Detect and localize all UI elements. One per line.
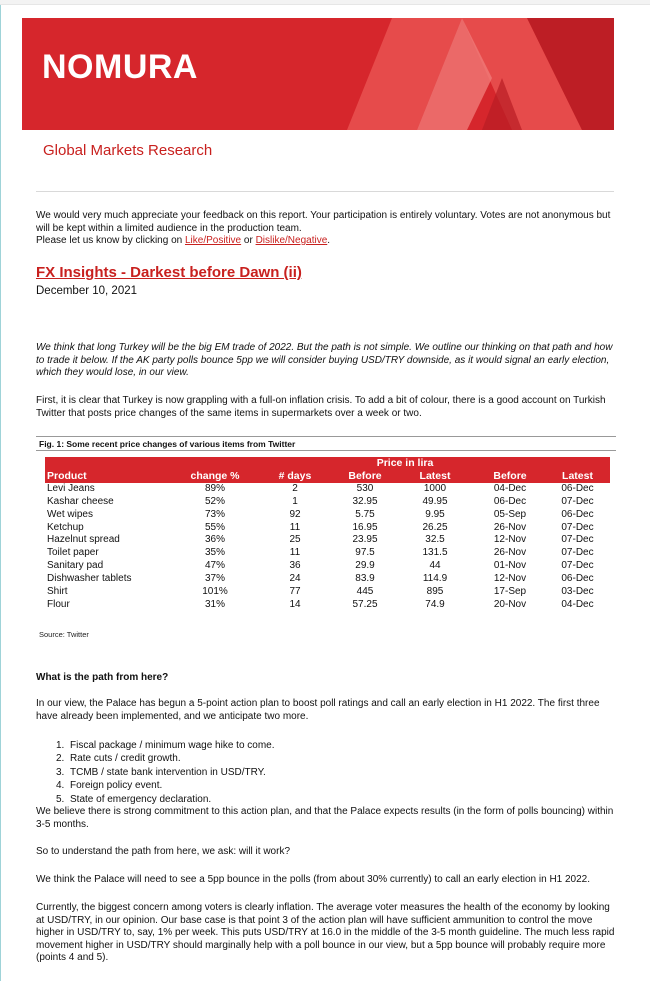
table-cell: 74.9	[425, 598, 445, 610]
feedback-text: We would very much appreciate your feedback on this report. Your participation is entirely voluntary. Votes are not anonymous but will be kept within a limited audience in the production team.	[36, 210, 611, 234]
table-cell: 04-Dec	[493, 482, 527, 494]
col-header-price-latest: Latest	[395, 470, 475, 483]
table-cell: 32.5	[425, 534, 445, 546]
table-cell: 07-Dec	[561, 495, 594, 507]
table-row	[45, 522, 610, 535]
table-cell: Ketchup	[47, 521, 84, 533]
col-header-date-latest: Latest	[545, 470, 610, 483]
table-cell: Flour	[47, 598, 70, 610]
table-cell: 06-Dec	[561, 508, 594, 520]
table-row	[45, 599, 610, 612]
table-group-header-row	[45, 457, 610, 470]
table-cell: 11	[289, 521, 301, 533]
list-item: 2. Rate cuts / credit growth.	[56, 753, 181, 765]
list-item: 1. Fiscal package / minimum wage hike to come.	[56, 740, 275, 751]
table-cell: 31%	[204, 598, 225, 610]
table-cell: 26-Nov	[493, 547, 527, 559]
table-cell: 25	[289, 534, 301, 546]
col-header-date-before: Before	[475, 470, 545, 483]
paragraph-commitment: We believe there is strong commitment to this action plan, and that the Palace expects results (in the form of polls bouncing) within 3-5 months.	[36, 806, 614, 830]
table-cell: 04-Dec	[561, 598, 594, 610]
table-cell: 07-Dec	[561, 534, 594, 546]
table-cell: 07-Dec	[561, 547, 594, 559]
table-cell: 05-Sep	[493, 508, 527, 520]
list-item: 4. Foreign policy event.	[56, 780, 163, 792]
table-row	[45, 560, 610, 573]
divider	[36, 191, 614, 192]
report-date: December 10, 2021	[36, 285, 138, 297]
table-cell: Shirt	[47, 586, 68, 598]
table-cell: 11	[289, 547, 301, 559]
action-plan-list	[56, 739, 275, 806]
table-cell: Levi Jeans	[47, 482, 95, 494]
table-cell: 101%	[202, 586, 228, 598]
table-row	[45, 496, 610, 509]
table-cell: 5.75	[355, 508, 375, 520]
paragraph-action-plan: In our view, the Palace has begun a 5-point action plan to boost poll ratings and call an early election in H1 2022. The first three have already been implemented, and we anticipate two more.	[36, 698, 600, 722]
intro-paragraph: We think that long Turkey will be the big EM trade of 2022. But the path is not simple. We outline our thinking on that path and how to trade it below. If the AK party polls bounce 5pp we will consider buying USD/TRY downside, as it would signal an early election, which they would lose, in our view.	[36, 342, 613, 379]
table-row	[45, 573, 610, 586]
table-cell: 37%	[204, 573, 225, 585]
table-cell: 73%	[204, 508, 225, 520]
table-cell: 26.25	[422, 521, 448, 533]
table-cell: 26-Nov	[493, 521, 527, 533]
figure-title: Fig. 1: Some recent price changes of various items from Twitter	[39, 439, 296, 449]
table-cell: 12-Nov	[493, 573, 527, 585]
table-cell: 24	[289, 573, 301, 585]
table-cell: 36%	[204, 534, 225, 546]
table-cell: 06-Dec	[561, 573, 594, 585]
table-cell: 01-Nov	[493, 560, 527, 572]
table-cell: 49.95	[422, 495, 448, 507]
table-cell: 52%	[204, 495, 225, 507]
table-cell: 55%	[204, 521, 225, 533]
section-heading: What is the path from here?	[36, 672, 169, 683]
nomura-banner	[22, 18, 614, 130]
paragraph-inflation: First, it is clear that Turkey is now grappling with a full-on inflation crisis. To add a bit of colour, there is a good account on Turkish Twitter that posts price changes of the same items in supermarkets over a week or two.	[36, 395, 606, 419]
table-cell: Hazelnut spread	[47, 534, 120, 546]
table-cell: 03-Dec	[561, 586, 594, 598]
table-cell: 07-Dec	[561, 560, 594, 572]
report-title[interactable]: FX Insights - Darkest before Dawn (ii)	[36, 264, 302, 281]
table-cell: Dishwasher tablets	[47, 573, 132, 585]
table-cell: 77	[289, 586, 301, 598]
table-cell: 17-Sep	[493, 586, 527, 598]
table-cell: 57.25	[352, 598, 378, 610]
table-cell: 06-Dec	[561, 482, 594, 494]
col-header-days: # days	[255, 470, 335, 483]
nomura-logo: NOMURA	[42, 48, 198, 86]
figure-title-rule	[36, 450, 616, 451]
table-cell: 92	[289, 508, 301, 520]
list-item: 5. State of emergency declaration.	[56, 793, 212, 805]
paragraph-bounce: We think the Palace will need to see a 5pp bounce in the polls (from about 30% currently) to call an early election in H1 2022.	[36, 874, 591, 885]
table-row	[45, 547, 610, 560]
paragraph-inflation-concern: Currently, the biggest concern among voters is clearly inflation. The average voter measures the health of the economy by looking at USD/TRY, in our opinion. Our base case is that point 3 of the action plan will have sufficient ammunition to control the move higher in USD/TRY to, say, 1% per week. This puts USD/TRY at 16.0 in the middle of the 3-5 month guideline. The much less rapid movement higher in USD/TRY should marginally help with a poll bounce in our view, but a 5pp bounce will probably require more (points 4 and 5).	[36, 902, 615, 964]
table-cell: Sanitary pad	[47, 560, 104, 572]
table-cell: 97.5	[355, 547, 375, 559]
col-header-change: change %	[175, 470, 255, 483]
price-table	[45, 457, 610, 612]
table-cell: 114.9	[422, 573, 448, 585]
table-header-row	[45, 470, 610, 483]
table-cell: 9.95	[425, 508, 445, 520]
like-positive-link[interactable]: Like/Positive	[184, 235, 242, 246]
col-header-product: Product	[45, 470, 175, 483]
table-cell: 445	[356, 586, 374, 598]
table-cell: 07-Dec	[561, 521, 594, 533]
table-cell: 36	[289, 560, 301, 572]
table-cell: 1000	[423, 482, 447, 494]
table-cell: 12-Nov	[493, 534, 527, 546]
table-cell: 83.9	[355, 573, 375, 585]
table-cell: 89%	[204, 482, 225, 494]
paragraph-question: So to understand the path from here, we ask: will it work?	[36, 846, 291, 857]
table-cell: Wet wipes	[47, 508, 93, 520]
table-cell: 530	[356, 482, 374, 494]
table-row	[45, 483, 610, 496]
top-strip	[0, 0, 650, 5]
table-cell: 35%	[204, 547, 225, 559]
table-cell: 29.9	[355, 560, 375, 572]
col-header-price-before: Before	[335, 470, 395, 483]
table-cell: 47%	[204, 560, 225, 572]
table-cell: 2	[292, 482, 298, 494]
header-subtitle: Global Markets Research	[43, 142, 213, 159]
table-cell: 32.95	[352, 495, 378, 507]
table-cell: 44	[429, 560, 441, 572]
table-cell: 06-Dec	[493, 495, 527, 507]
list-item: 3. TCMB / state bank intervention in USD/TRY.	[56, 766, 266, 778]
table-cell: 131.5	[422, 547, 448, 559]
table-row	[45, 586, 610, 599]
figure-1	[36, 436, 616, 648]
table-cell: 23.95	[352, 534, 378, 546]
table-cell: 16.95	[352, 521, 378, 533]
table-cell: Toilet paper	[47, 547, 99, 559]
table-cell: 20-Nov	[493, 598, 527, 610]
table-cell: 14	[289, 598, 301, 610]
table-row	[45, 534, 610, 547]
price-in-lira-header: Price in lira	[335, 457, 475, 470]
feedback-links-line: Please let us know by clicking on Like/Positive or Dislike/Negative.	[36, 235, 331, 246]
table-cell: 895	[426, 586, 444, 598]
table-cell: Kashar cheese	[47, 495, 114, 507]
banner-graphic	[22, 18, 614, 130]
dislike-negative-link[interactable]: Dislike/Negative	[255, 235, 328, 246]
table-row	[45, 509, 610, 522]
table-cell: 1	[292, 495, 298, 507]
figure-source: Source: Twitter	[39, 630, 89, 639]
